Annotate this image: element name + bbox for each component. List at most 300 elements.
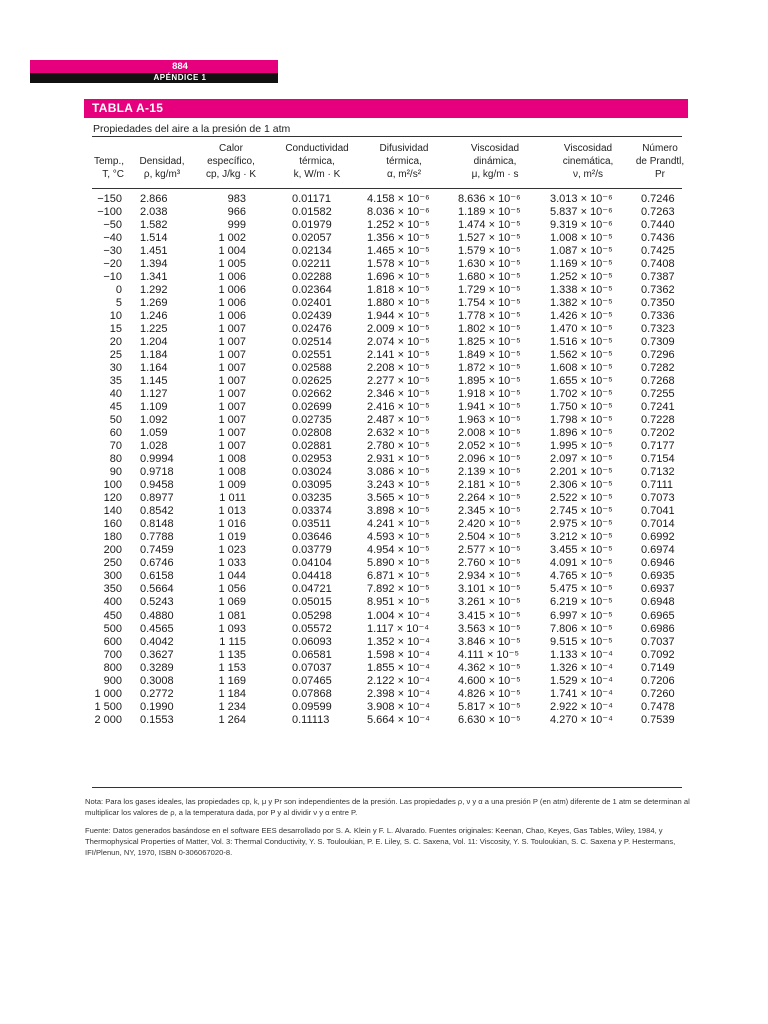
cell-diffusivity: 2.416 × 10⁻⁵ xyxy=(367,401,430,414)
cell-diffusivity: 4.954 × 10⁻⁵ xyxy=(367,544,430,557)
cell-conductivity: 0.05572 xyxy=(292,622,332,635)
cell-dynamic-viscosity: 1.872 × 10⁻⁵ xyxy=(458,362,521,375)
table-row xyxy=(0,649,768,662)
cell-diffusivity: 1.598 × 10⁻⁴ xyxy=(367,648,430,661)
cell-diffusivity: 1.117 × 10⁻⁴ xyxy=(367,622,430,635)
cell-kinematic-viscosity: 5.837 × 10⁻⁶ xyxy=(550,206,613,219)
cell-diffusivity: 2.487 × 10⁻⁵ xyxy=(367,414,430,427)
header-rule xyxy=(92,188,682,189)
col-header-thermal-diffusivity: Difusividad térmica, α, m²/s² xyxy=(379,143,429,180)
cell-conductivity: 0.02439 xyxy=(292,310,332,323)
cell-diffusivity: 2.632 × 10⁻⁵ xyxy=(367,427,430,440)
cell-kinematic-viscosity: 1.338 × 10⁻⁵ xyxy=(550,284,613,297)
cell-kinematic-viscosity: 1.133 × 10⁻⁴ xyxy=(550,648,613,661)
cell-prandtl: 0.7206 xyxy=(641,674,675,687)
cell-dynamic-viscosity: 4.600 × 10⁻⁵ xyxy=(458,674,521,687)
cell-prandtl: 0.7132 xyxy=(641,466,675,479)
cell-dynamic-viscosity: 1.680 × 10⁻⁵ xyxy=(458,271,521,284)
cell-kinematic-viscosity: 1.896 × 10⁻⁵ xyxy=(550,427,613,440)
cell-dynamic-viscosity: 1.849 × 10⁻⁵ xyxy=(458,349,521,362)
cell-dynamic-viscosity: 3.101 × 10⁻⁵ xyxy=(458,583,521,596)
cell-density: 0.5664 xyxy=(140,583,174,596)
cell-temp: −50 xyxy=(103,219,122,232)
cell-temp: 0 xyxy=(115,284,122,297)
cell-kinematic-viscosity: 3.013 × 10⁻⁶ xyxy=(550,193,613,205)
cell-cp: 1 044 xyxy=(218,570,246,583)
cell-temp: 35 xyxy=(109,375,122,388)
cell-kinematic-viscosity: 1.087 × 10⁻⁵ xyxy=(550,245,613,258)
cell-prandtl: 0.7111 xyxy=(641,479,674,492)
cell-conductivity: 0.02364 xyxy=(292,284,332,297)
cell-cp: 1 023 xyxy=(218,544,246,557)
cell-prandtl: 0.7478 xyxy=(641,700,675,713)
cell-conductivity: 0.02735 xyxy=(292,414,332,427)
cell-cp: 1 006 xyxy=(218,310,246,323)
cell-kinematic-viscosity: 1.750 × 10⁻⁵ xyxy=(550,401,613,414)
cell-kinematic-viscosity: 3.455 × 10⁻⁵ xyxy=(550,544,613,557)
cell-conductivity: 0.02514 xyxy=(292,336,332,349)
cell-kinematic-viscosity: 2.097 × 10⁻⁵ xyxy=(550,453,613,466)
cell-diffusivity: 5.890 × 10⁻⁵ xyxy=(367,557,430,570)
cell-kinematic-viscosity: 2.306 × 10⁻⁵ xyxy=(550,479,613,492)
table-row xyxy=(0,336,768,349)
cell-temp: 800 xyxy=(103,661,122,674)
cell-kinematic-viscosity: 3.212 × 10⁻⁵ xyxy=(550,531,613,544)
cell-temp: 600 xyxy=(103,635,122,648)
cell-temp: 20 xyxy=(109,336,122,349)
cell-cp: 1 007 xyxy=(218,323,246,336)
cell-dynamic-viscosity: 3.261 × 10⁻⁵ xyxy=(458,596,521,609)
table-row xyxy=(0,284,768,297)
cell-density: 0.8148 xyxy=(140,518,174,531)
cell-conductivity: 0.04418 xyxy=(292,570,332,583)
bottom-rule xyxy=(92,787,682,788)
cell-dynamic-viscosity: 1.918 × 10⁻⁵ xyxy=(458,388,521,401)
cell-temp: 1 000 xyxy=(94,687,122,700)
cell-kinematic-viscosity: 1.655 × 10⁻⁵ xyxy=(550,375,613,388)
table-body xyxy=(0,193,768,727)
cell-prandtl: 0.7260 xyxy=(641,687,675,700)
cell-dynamic-viscosity: 2.096 × 10⁻⁵ xyxy=(458,453,521,466)
cell-kinematic-viscosity: 9.515 × 10⁻⁵ xyxy=(550,635,613,648)
table-row xyxy=(0,245,768,258)
cell-temp: 120 xyxy=(103,492,122,505)
cell-kinematic-viscosity: 2.201 × 10⁻⁵ xyxy=(550,466,613,479)
cell-prandtl: 0.7014 xyxy=(641,518,675,531)
cell-conductivity: 0.02625 xyxy=(292,375,332,388)
table-note: Nota: Para los gases ideales, las propiedades cp, k, μ y Pr son independientes de la presión. Las propiedades ρ, ν y α a una presión P (en atm) diferente de 1 atm se determinan al multiplicar los valores de ρ, a la temperatura dada, por P y al dividir ν y α entre P. xyxy=(85,797,690,817)
cell-temp: 900 xyxy=(103,674,122,687)
col-header-conductivity: Conductividad térmica, k, W/m · K xyxy=(285,143,349,180)
cell-kinematic-viscosity: 2.522 × 10⁻⁵ xyxy=(550,492,613,505)
cell-dynamic-viscosity: 2.008 × 10⁻⁵ xyxy=(458,427,521,440)
cell-prandtl: 0.7362 xyxy=(641,284,675,297)
col-header-dynamic-viscosity: Viscosidad dinámica, μ, kg/m · s xyxy=(470,143,520,180)
cell-temp: 80 xyxy=(109,453,122,466)
table-row xyxy=(0,297,768,310)
cell-prandtl: 0.6935 xyxy=(641,570,675,583)
cell-diffusivity: 4.593 × 10⁻⁵ xyxy=(367,531,430,544)
cell-density: 0.9458 xyxy=(140,479,174,492)
cell-kinematic-viscosity: 1.741 × 10⁻⁴ xyxy=(550,687,613,700)
cell-kinematic-viscosity: 2.745 × 10⁻⁵ xyxy=(550,505,613,518)
cell-dynamic-viscosity: 5.817 × 10⁻⁵ xyxy=(458,700,521,713)
cell-temp: 30 xyxy=(109,362,122,375)
cell-prandtl: 0.7350 xyxy=(641,297,675,310)
cell-conductivity: 0.05015 xyxy=(292,596,332,609)
table-row xyxy=(0,675,768,688)
cell-density: 0.3289 xyxy=(140,661,174,674)
cell-diffusivity: 7.892 × 10⁻⁵ xyxy=(367,583,430,596)
cell-dynamic-viscosity: 8.636 × 10⁻⁶ xyxy=(458,193,521,205)
cell-temp: 2 000 xyxy=(94,713,122,726)
cell-cp: 1 264 xyxy=(218,713,246,726)
cell-conductivity: 0.07037 xyxy=(292,661,332,674)
cell-cp: 1 169 xyxy=(218,674,246,687)
cell-conductivity: 0.07868 xyxy=(292,687,332,700)
cell-dynamic-viscosity: 2.577 × 10⁻⁵ xyxy=(458,544,521,557)
cell-diffusivity: 5.664 × 10⁻⁴ xyxy=(367,713,430,726)
cell-prandtl: 0.7425 xyxy=(641,245,675,258)
cell-dynamic-viscosity: 1.963 × 10⁻⁵ xyxy=(458,414,521,427)
cell-dynamic-viscosity: 1.729 × 10⁻⁵ xyxy=(458,284,521,297)
cell-prandtl: 0.7408 xyxy=(641,258,675,271)
cell-density: 1.092 xyxy=(140,414,168,427)
cell-density: 0.7788 xyxy=(140,531,174,544)
cell-kinematic-viscosity: 1.798 × 10⁻⁵ xyxy=(550,414,613,427)
cell-kinematic-viscosity: 1.426 × 10⁻⁵ xyxy=(550,310,613,323)
cell-temp: 500 xyxy=(103,622,122,635)
table-row xyxy=(0,518,768,531)
cell-cp: 1 007 xyxy=(218,388,246,401)
cell-cp: 1 007 xyxy=(218,427,246,440)
cell-temp: 180 xyxy=(103,531,122,544)
cell-cp: 1 184 xyxy=(218,687,246,700)
cell-temp: 350 xyxy=(103,583,122,596)
table-row xyxy=(0,505,768,518)
cell-density: 0.7459 xyxy=(140,544,174,557)
cell-dynamic-viscosity: 2.052 × 10⁻⁵ xyxy=(458,440,521,453)
cell-density: 1.341 xyxy=(140,271,168,284)
cell-density: 1.184 xyxy=(140,349,168,362)
cell-cp: 1 056 xyxy=(218,583,246,596)
table-row xyxy=(0,271,768,284)
cell-temp: 700 xyxy=(103,648,122,661)
cell-temp: 40 xyxy=(109,388,122,401)
cell-cp: 1 007 xyxy=(218,375,246,388)
cell-cp: 1 002 xyxy=(218,232,246,245)
table-source: Fuente: Datos generados basándose en el software EES desarrollado por S. A. Klein y F. L. Alvarado. Fuentes originales: Keenan, Chao, Keyes, Gas Tables, Wiley, 1984, y Thermophysical Properties of Matter, Vol. 3: Thermal Conductivity, Y. S. Touloukian, P. E. Liley, S. C. Saxena, Vol. 11: Viscosity, Y. S. Touloukian, S. C. Saxena y P. Hestermans, IFI/Plenun, NY, 1970, ISBN 0-306067020-8. xyxy=(85,826,676,857)
cell-density: 0.4042 xyxy=(140,635,174,648)
cell-dynamic-viscosity: 2.420 × 10⁻⁵ xyxy=(458,518,521,531)
cell-conductivity: 0.03511 xyxy=(292,518,331,531)
cell-diffusivity: 8.036 × 10⁻⁶ xyxy=(367,206,430,219)
table-row xyxy=(0,466,768,479)
table-row xyxy=(0,310,768,323)
cell-density: 0.3627 xyxy=(140,648,174,661)
table-row xyxy=(0,714,768,727)
cell-kinematic-viscosity: 6.219 × 10⁻⁵ xyxy=(550,596,613,609)
cell-dynamic-viscosity: 1.802 × 10⁻⁵ xyxy=(458,323,521,336)
cell-diffusivity: 2.931 × 10⁻⁵ xyxy=(367,453,430,466)
cell-prandtl: 0.7041 xyxy=(641,505,675,518)
cell-cp: 1 006 xyxy=(218,297,246,310)
cell-kinematic-viscosity: 1.470 × 10⁻⁵ xyxy=(550,323,613,336)
cell-density: 0.8542 xyxy=(140,505,174,518)
cell-kinematic-viscosity: 1.326 × 10⁻⁴ xyxy=(550,661,613,674)
cell-density: 0.2772 xyxy=(140,687,174,700)
cell-prandtl: 0.7296 xyxy=(641,349,675,362)
cell-prandtl: 0.7268 xyxy=(641,375,675,388)
cell-density: 1.292 xyxy=(140,284,168,297)
cell-temp: 450 xyxy=(103,609,122,622)
cell-cp: 1 007 xyxy=(218,336,246,349)
table-row xyxy=(0,701,768,714)
cell-dynamic-viscosity: 3.563 × 10⁻⁵ xyxy=(458,622,521,635)
col-header-prandtl: Número de Prandtl, Pr xyxy=(635,143,685,180)
table-row xyxy=(0,596,768,609)
cell-diffusivity: 1.696 × 10⁻⁵ xyxy=(367,271,430,284)
cell-prandtl: 0.7387 xyxy=(641,271,675,284)
cell-dynamic-viscosity: 4.826 × 10⁻⁵ xyxy=(458,687,521,700)
cell-dynamic-viscosity: 1.754 × 10⁻⁵ xyxy=(458,297,521,310)
cell-density: 1.582 xyxy=(140,219,168,232)
cell-conductivity: 0.04721 xyxy=(292,583,332,596)
cell-cp: 1 004 xyxy=(218,245,246,258)
cell-temp: 140 xyxy=(103,505,122,518)
cell-dynamic-viscosity: 2.504 × 10⁻⁵ xyxy=(458,531,521,544)
table-row xyxy=(0,440,768,453)
cell-dynamic-viscosity: 1.579 × 10⁻⁵ xyxy=(458,245,521,258)
cell-cp: 1 013 xyxy=(218,505,246,518)
cell-diffusivity: 1.578 × 10⁻⁵ xyxy=(367,258,430,271)
cell-density: 1.204 xyxy=(140,336,168,349)
cell-kinematic-viscosity: 1.252 × 10⁻⁵ xyxy=(550,271,613,284)
cell-prandtl: 0.6948 xyxy=(641,596,675,609)
table-row xyxy=(0,662,768,675)
cell-density: 0.9718 xyxy=(140,466,174,479)
cell-prandtl: 0.7246 xyxy=(641,193,675,205)
cell-cp: 1 011 xyxy=(219,492,246,505)
cell-prandtl: 0.7241 xyxy=(641,401,675,414)
cell-prandtl: 0.6974 xyxy=(641,544,675,557)
cell-temp: 15 xyxy=(109,323,122,336)
cell-cp: 1 069 xyxy=(218,596,246,609)
cell-conductivity: 0.02476 xyxy=(292,323,332,336)
cell-temp: 90 xyxy=(109,466,122,479)
table-subtitle: Propiedades del aire a la presión de 1 atm xyxy=(93,123,291,135)
cell-diffusivity: 2.780 × 10⁻⁵ xyxy=(367,440,430,453)
cell-kinematic-viscosity: 1.529 × 10⁻⁴ xyxy=(550,674,613,687)
cell-temp: −10 xyxy=(103,271,122,284)
cell-temp: −40 xyxy=(103,232,122,245)
appendix-label: APÉNDICE 1 xyxy=(153,73,207,82)
cell-diffusivity: 2.346 × 10⁻⁵ xyxy=(367,388,430,401)
cell-density: 0.6158 xyxy=(140,570,174,583)
cell-diffusivity: 1.880 × 10⁻⁵ xyxy=(367,297,430,310)
cell-conductivity: 0.04104 xyxy=(292,557,332,570)
cell-kinematic-viscosity: 4.270 × 10⁻⁴ xyxy=(550,713,613,726)
cell-prandtl: 0.7202 xyxy=(641,427,675,440)
cell-conductivity: 0.02401 xyxy=(292,297,332,310)
cell-kinematic-viscosity: 1.008 × 10⁻⁵ xyxy=(550,232,613,245)
cell-diffusivity: 1.944 × 10⁻⁵ xyxy=(367,310,430,323)
cell-temp: 25 xyxy=(109,349,122,362)
cell-conductivity: 0.09599 xyxy=(292,700,332,713)
cell-diffusivity: 1.818 × 10⁻⁵ xyxy=(367,284,430,297)
cell-density: 0.6746 xyxy=(140,557,174,570)
cell-kinematic-viscosity: 2.975 × 10⁻⁵ xyxy=(550,518,613,531)
cell-conductivity: 0.07465 xyxy=(292,674,332,687)
cell-conductivity: 0.02134 xyxy=(292,245,332,258)
cell-kinematic-viscosity: 2.922 × 10⁻⁴ xyxy=(550,700,613,713)
cell-cp: 1 153 xyxy=(218,661,246,674)
cell-conductivity: 0.02881 xyxy=(292,440,332,453)
cell-diffusivity: 3.565 × 10⁻⁵ xyxy=(367,492,430,505)
cell-temp: −100 xyxy=(97,206,122,219)
cell-temp: 100 xyxy=(103,479,122,492)
cell-dynamic-viscosity: 4.362 × 10⁻⁵ xyxy=(458,661,521,674)
table-row xyxy=(0,427,768,440)
cell-diffusivity: 6.871 × 10⁻⁵ xyxy=(367,570,430,583)
cell-kinematic-viscosity: 4.765 × 10⁻⁵ xyxy=(550,570,613,583)
cell-temp: 250 xyxy=(103,557,122,570)
cell-density: 1.127 xyxy=(140,388,168,401)
cell-dynamic-viscosity: 2.264 × 10⁻⁵ xyxy=(458,492,521,505)
table-row xyxy=(0,583,768,596)
cell-temp: 200 xyxy=(103,544,122,557)
cell-cp: 1 033 xyxy=(218,557,246,570)
cell-conductivity: 0.01582 xyxy=(292,206,332,219)
cell-prandtl: 0.6946 xyxy=(641,557,675,570)
cell-kinematic-viscosity: 6.997 × 10⁻⁵ xyxy=(550,609,613,622)
cell-conductivity: 0.06093 xyxy=(292,635,332,648)
table-row xyxy=(0,414,768,427)
cell-kinematic-viscosity: 7.806 × 10⁻⁵ xyxy=(550,622,613,635)
cell-conductivity: 0.01171 xyxy=(292,193,331,205)
cell-diffusivity: 1.465 × 10⁻⁵ xyxy=(367,245,430,258)
table-row xyxy=(0,531,768,544)
cell-diffusivity: 4.241 × 10⁻⁵ xyxy=(367,518,430,531)
cell-temp: −150 xyxy=(97,193,122,205)
cell-dynamic-viscosity: 2.139 × 10⁻⁵ xyxy=(458,466,521,479)
cell-diffusivity: 2.074 × 10⁻⁵ xyxy=(367,336,430,349)
page-number: 884 xyxy=(172,61,188,72)
cell-density: 1.109 xyxy=(140,401,168,414)
cell-prandtl: 0.6992 xyxy=(641,531,675,544)
cell-cp: 983 xyxy=(227,193,246,205)
cell-density: 0.3008 xyxy=(140,674,174,687)
cell-density: 0.4880 xyxy=(140,609,174,622)
cell-temp: 70 xyxy=(109,440,122,453)
cell-density: 1.164 xyxy=(140,362,168,375)
cell-kinematic-viscosity: 5.475 × 10⁻⁵ xyxy=(550,583,613,596)
cell-diffusivity: 1.004 × 10⁻⁴ xyxy=(367,609,430,622)
cell-diffusivity: 3.898 × 10⁻⁵ xyxy=(367,505,430,518)
cell-kinematic-viscosity: 1.516 × 10⁻⁵ xyxy=(550,336,613,349)
cell-conductivity: 0.02057 xyxy=(292,232,332,245)
cell-conductivity: 0.03646 xyxy=(292,531,332,544)
cell-prandtl: 0.6986 xyxy=(641,622,675,635)
cell-kinematic-viscosity: 1.702 × 10⁻⁵ xyxy=(550,388,613,401)
cell-kinematic-viscosity: 1.562 × 10⁻⁵ xyxy=(550,349,613,362)
cell-cp: 1 016 xyxy=(218,518,246,531)
cell-prandtl: 0.7323 xyxy=(641,323,675,336)
cell-density: 0.8977 xyxy=(140,492,174,505)
cell-prandtl: 0.7440 xyxy=(641,219,675,232)
table-row xyxy=(0,193,768,206)
cell-dynamic-viscosity: 2.345 × 10⁻⁵ xyxy=(458,505,521,518)
cell-cp: 1 007 xyxy=(218,349,246,362)
cell-diffusivity: 1.356 × 10⁻⁵ xyxy=(367,232,430,245)
cell-density: 1.059 xyxy=(140,427,168,440)
cell-temp: 10 xyxy=(109,310,122,323)
cell-temp: −30 xyxy=(103,245,122,258)
table-row xyxy=(0,323,768,336)
cell-density: 1.225 xyxy=(140,323,168,336)
cell-dynamic-viscosity: 1.941 × 10⁻⁵ xyxy=(458,401,521,414)
cell-conductivity: 0.03095 xyxy=(292,479,332,492)
table-row xyxy=(0,401,768,414)
table-row xyxy=(0,570,768,583)
cell-diffusivity: 4.158 × 10⁻⁶ xyxy=(367,193,430,205)
cell-diffusivity: 1.855 × 10⁻⁴ xyxy=(367,661,430,674)
cell-dynamic-viscosity: 2.934 × 10⁻⁵ xyxy=(458,570,521,583)
cell-diffusivity: 3.908 × 10⁻⁴ xyxy=(367,700,430,713)
cell-density: 2.866 xyxy=(140,193,168,205)
cell-conductivity: 0.02699 xyxy=(292,401,332,414)
cell-density: 1.246 xyxy=(140,310,168,323)
cell-prandtl: 0.7037 xyxy=(641,635,675,648)
cell-diffusivity: 2.398 × 10⁻⁴ xyxy=(367,687,430,700)
cell-temp: 400 xyxy=(103,596,122,609)
table-row xyxy=(0,557,768,570)
table-row xyxy=(0,544,768,557)
cell-conductivity: 0.05298 xyxy=(292,609,332,622)
table-row xyxy=(0,375,768,388)
table-row xyxy=(0,688,768,701)
cell-prandtl: 0.7309 xyxy=(641,336,675,349)
cell-density: 2.038 xyxy=(140,206,168,219)
cell-diffusivity: 1.352 × 10⁻⁴ xyxy=(367,635,430,648)
table-row xyxy=(0,623,768,636)
cell-conductivity: 0.02551 xyxy=(292,349,332,362)
cell-conductivity: 0.03024 xyxy=(292,466,332,479)
cell-cp: 1 008 xyxy=(218,466,246,479)
cell-prandtl: 0.7263 xyxy=(641,206,675,219)
cell-temp: 160 xyxy=(103,518,122,531)
table-row xyxy=(0,219,768,232)
cell-temp: 5 xyxy=(115,297,122,310)
cell-conductivity: 0.01979 xyxy=(292,219,332,232)
cell-prandtl: 0.7154 xyxy=(641,453,675,466)
cell-diffusivity: 2.208 × 10⁻⁵ xyxy=(367,362,430,375)
table-row xyxy=(0,610,768,623)
col-header-cp: Calor específico, cp, J/kg · K xyxy=(205,143,256,180)
cell-cp: 1 007 xyxy=(218,440,246,453)
cell-diffusivity: 2.009 × 10⁻⁵ xyxy=(367,323,430,336)
table-row xyxy=(0,206,768,219)
cell-prandtl: 0.7436 xyxy=(641,232,675,245)
cell-prandtl: 0.7092 xyxy=(641,648,675,661)
table-row xyxy=(0,479,768,492)
cell-cp: 1 006 xyxy=(218,271,246,284)
cell-density: 0.5243 xyxy=(140,596,174,609)
cell-dynamic-viscosity: 1.630 × 10⁻⁵ xyxy=(458,258,521,271)
cell-dynamic-viscosity: 3.415 × 10⁻⁵ xyxy=(458,609,521,622)
cell-cp: 1 093 xyxy=(218,622,246,635)
cell-temp: 45 xyxy=(109,401,122,414)
